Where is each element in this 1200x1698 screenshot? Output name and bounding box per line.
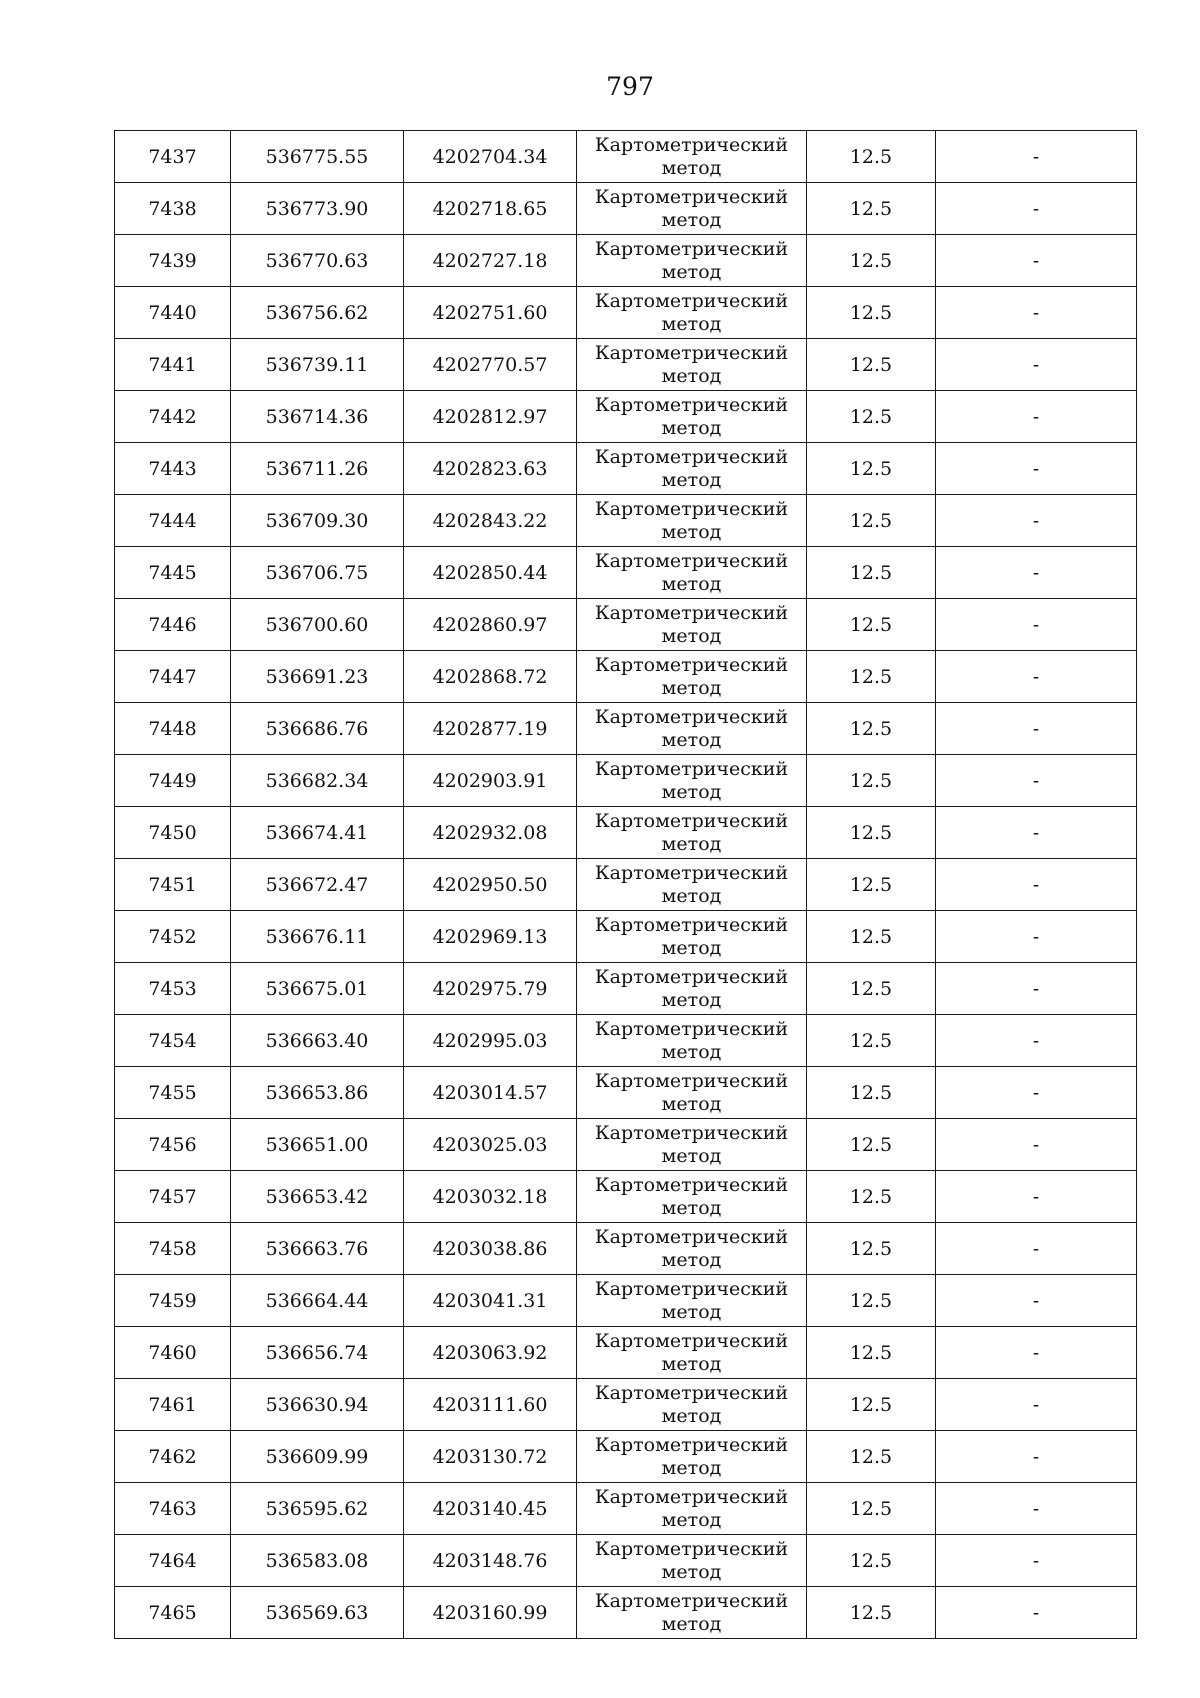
x-coordinate-cell: 536672.47 [231, 859, 404, 911]
method-line-2: метод [661, 989, 722, 1011]
x-coordinate-cell: 536609.99 [231, 1431, 404, 1483]
x-coordinate-cell: 536583.08 [231, 1535, 404, 1587]
table-row [115, 1015, 1137, 1067]
note-cell: - [936, 1015, 1137, 1067]
method-line-2: метод [661, 625, 722, 647]
y-coordinate-cell: 4202770.57 [404, 339, 577, 391]
y-coordinate-cell: 4203014.57 [404, 1067, 577, 1119]
method-cell [577, 495, 807, 547]
method-line-2: метод [661, 365, 722, 387]
table-row [115, 963, 1137, 1015]
accuracy-cell: 12.5 [807, 1379, 936, 1431]
y-coordinate-cell: 4203111.60 [404, 1379, 577, 1431]
accuracy-cell: 12.5 [807, 703, 936, 755]
y-coordinate-cell: 4202812.97 [404, 391, 577, 443]
accuracy-cell: 12.5 [807, 1327, 936, 1379]
method-line-1: Картометрический [594, 758, 789, 780]
method-cell [577, 1223, 807, 1275]
method-line-2: метод [661, 573, 722, 595]
point-id-cell: 7449 [115, 755, 231, 807]
point-id-cell: 7455 [115, 1067, 231, 1119]
accuracy-cell: 12.5 [807, 651, 936, 703]
x-coordinate-cell: 536691.23 [231, 651, 404, 703]
y-coordinate-cell: 4203130.72 [404, 1431, 577, 1483]
method-cell [577, 651, 807, 703]
accuracy-cell: 12.5 [807, 1119, 936, 1171]
method-line-2: метод [661, 1041, 722, 1063]
point-id-cell: 7457 [115, 1171, 231, 1223]
table-row [115, 287, 1137, 339]
method-line-2: метод [661, 1197, 722, 1219]
x-coordinate-cell: 536663.40 [231, 1015, 404, 1067]
accuracy-cell: 12.5 [807, 183, 936, 235]
method-line-1: Картометрический [594, 1486, 789, 1508]
x-coordinate-cell: 536773.90 [231, 183, 404, 235]
y-coordinate-cell: 4202843.22 [404, 495, 577, 547]
point-id-cell: 7463 [115, 1483, 231, 1535]
method-line-1: Картометрический [594, 1278, 789, 1300]
note-cell: - [936, 235, 1137, 287]
method-line-2: метод [661, 157, 722, 179]
accuracy-cell: 12.5 [807, 963, 936, 1015]
point-id-cell: 7456 [115, 1119, 231, 1171]
method-line-1: Картометрический [594, 602, 789, 624]
accuracy-cell: 12.5 [807, 1275, 936, 1327]
table-row [115, 1535, 1137, 1587]
method-line-2: метод [661, 313, 722, 335]
y-coordinate-cell: 4202860.97 [404, 599, 577, 651]
method-line-1: Картометрический [594, 1590, 789, 1612]
table-row [115, 651, 1137, 703]
y-coordinate-cell: 4203148.76 [404, 1535, 577, 1587]
point-id-cell: 7450 [115, 807, 231, 859]
method-cell [577, 391, 807, 443]
y-coordinate-cell: 4202868.72 [404, 651, 577, 703]
y-coordinate-cell: 4202975.79 [404, 963, 577, 1015]
method-line-1: Картометрический [594, 1226, 789, 1248]
method-cell [577, 911, 807, 963]
accuracy-cell: 12.5 [807, 1431, 936, 1483]
y-coordinate-cell: 4202704.34 [404, 131, 577, 183]
x-coordinate-cell: 536674.41 [231, 807, 404, 859]
table-row [115, 807, 1137, 859]
point-id-cell: 7445 [115, 547, 231, 599]
accuracy-cell: 12.5 [807, 1067, 936, 1119]
method-line-1: Картометрический [594, 498, 789, 520]
method-cell [577, 963, 807, 1015]
x-coordinate-cell: 536770.63 [231, 235, 404, 287]
y-coordinate-cell: 4203160.99 [404, 1587, 577, 1639]
point-id-cell: 7443 [115, 443, 231, 495]
point-id-cell: 7444 [115, 495, 231, 547]
point-id-cell: 7447 [115, 651, 231, 703]
table-row [115, 1275, 1137, 1327]
table-row [115, 599, 1137, 651]
method-line-1: Картометрический [594, 1070, 789, 1092]
method-line-2: метод [661, 1405, 722, 1427]
method-line-2: метод [661, 729, 722, 751]
method-line-1: Картометрический [594, 1330, 789, 1352]
method-cell [577, 859, 807, 911]
y-coordinate-cell: 4202718.65 [404, 183, 577, 235]
method-line-1: Картометрический [594, 342, 789, 364]
x-coordinate-cell: 536714.36 [231, 391, 404, 443]
accuracy-cell: 12.5 [807, 1015, 936, 1067]
accuracy-cell: 12.5 [807, 859, 936, 911]
method-cell [577, 1275, 807, 1327]
table-row [115, 703, 1137, 755]
method-line-1: Картометрический [594, 1018, 789, 1040]
table-row [115, 131, 1137, 183]
y-coordinate-cell: 4202903.91 [404, 755, 577, 807]
table-row [115, 859, 1137, 911]
note-cell: - [936, 1535, 1137, 1587]
accuracy-cell: 12.5 [807, 287, 936, 339]
method-cell [577, 1067, 807, 1119]
method-line-2: метод [661, 1145, 722, 1167]
x-coordinate-cell: 536706.75 [231, 547, 404, 599]
method-line-1: Картометрический [594, 186, 789, 208]
y-coordinate-cell: 4202727.18 [404, 235, 577, 287]
accuracy-cell: 12.5 [807, 235, 936, 287]
point-id-cell: 7438 [115, 183, 231, 235]
y-coordinate-cell: 4202850.44 [404, 547, 577, 599]
point-id-cell: 7461 [115, 1379, 231, 1431]
method-line-2: метод [661, 677, 722, 699]
method-cell [577, 1587, 807, 1639]
note-cell: - [936, 287, 1137, 339]
method-cell [577, 703, 807, 755]
table-row [115, 443, 1137, 495]
accuracy-cell: 12.5 [807, 391, 936, 443]
note-cell: - [936, 1587, 1137, 1639]
note-cell: - [936, 599, 1137, 651]
method-line-1: Картометрический [594, 1382, 789, 1404]
accuracy-cell: 12.5 [807, 1483, 936, 1535]
method-cell [577, 235, 807, 287]
table-row [115, 547, 1137, 599]
y-coordinate-cell: 4203041.31 [404, 1275, 577, 1327]
x-coordinate-cell: 536675.01 [231, 963, 404, 1015]
point-id-cell: 7437 [115, 131, 231, 183]
table-row [115, 339, 1137, 391]
x-coordinate-cell: 536663.76 [231, 1223, 404, 1275]
note-cell: - [936, 911, 1137, 963]
note-cell: - [936, 859, 1137, 911]
x-coordinate-cell: 536756.62 [231, 287, 404, 339]
method-cell [577, 287, 807, 339]
method-line-2: метод [661, 885, 722, 907]
method-line-2: метод [661, 1613, 722, 1635]
method-line-1: Картометрический [594, 446, 789, 468]
method-line-2: метод [661, 469, 722, 491]
method-cell [577, 1171, 807, 1223]
x-coordinate-cell: 536775.55 [231, 131, 404, 183]
y-coordinate-cell: 4202950.50 [404, 859, 577, 911]
method-line-1: Картометрический [594, 134, 789, 156]
point-id-cell: 7459 [115, 1275, 231, 1327]
method-line-1: Картометрический [594, 1538, 789, 1560]
note-cell: - [936, 651, 1137, 703]
note-cell: - [936, 131, 1137, 183]
method-line-1: Картометрический [594, 550, 789, 572]
method-cell [577, 547, 807, 599]
method-line-1: Картометрический [594, 914, 789, 936]
method-cell [577, 131, 807, 183]
table-row [115, 1119, 1137, 1171]
note-cell: - [936, 183, 1137, 235]
table-row [115, 391, 1137, 443]
method-cell [577, 1483, 807, 1535]
method-line-2: метод [661, 1509, 722, 1531]
accuracy-cell: 12.5 [807, 599, 936, 651]
accuracy-cell: 12.5 [807, 443, 936, 495]
point-id-cell: 7439 [115, 235, 231, 287]
point-id-cell: 7454 [115, 1015, 231, 1067]
method-line-1: Картометрический [594, 810, 789, 832]
y-coordinate-cell: 4203140.45 [404, 1483, 577, 1535]
method-cell [577, 1327, 807, 1379]
accuracy-cell: 12.5 [807, 807, 936, 859]
coordinates-table [114, 130, 1137, 1639]
x-coordinate-cell: 536651.00 [231, 1119, 404, 1171]
method-cell [577, 599, 807, 651]
point-id-cell: 7448 [115, 703, 231, 755]
note-cell: - [936, 807, 1137, 859]
x-coordinate-cell: 536653.86 [231, 1067, 404, 1119]
note-cell: - [936, 1223, 1137, 1275]
point-id-cell: 7465 [115, 1587, 231, 1639]
y-coordinate-cell: 4203025.03 [404, 1119, 577, 1171]
accuracy-cell: 12.5 [807, 1223, 936, 1275]
note-cell: - [936, 1067, 1137, 1119]
x-coordinate-cell: 536630.94 [231, 1379, 404, 1431]
method-line-2: метод [661, 781, 722, 803]
method-line-1: Картометрический [594, 1174, 789, 1196]
method-line-2: метод [661, 1093, 722, 1115]
note-cell: - [936, 1483, 1137, 1535]
method-line-2: метод [661, 521, 722, 543]
point-id-cell: 7446 [115, 599, 231, 651]
method-line-2: метод [661, 937, 722, 959]
method-line-2: метод [661, 209, 722, 231]
x-coordinate-cell: 536686.76 [231, 703, 404, 755]
method-line-2: метод [661, 833, 722, 855]
method-cell [577, 1379, 807, 1431]
method-line-2: метод [661, 1457, 722, 1479]
note-cell: - [936, 339, 1137, 391]
point-id-cell: 7464 [115, 1535, 231, 1587]
table-row [115, 1379, 1137, 1431]
y-coordinate-cell: 4203032.18 [404, 1171, 577, 1223]
method-cell [577, 1535, 807, 1587]
x-coordinate-cell: 536739.11 [231, 339, 404, 391]
method-cell [577, 1431, 807, 1483]
table-row [115, 1327, 1137, 1379]
accuracy-cell: 12.5 [807, 1171, 936, 1223]
x-coordinate-cell: 536656.74 [231, 1327, 404, 1379]
y-coordinate-cell: 4202969.13 [404, 911, 577, 963]
point-id-cell: 7451 [115, 859, 231, 911]
note-cell: - [936, 963, 1137, 1015]
method-line-1: Картометрический [594, 1434, 789, 1456]
point-id-cell: 7460 [115, 1327, 231, 1379]
accuracy-cell: 12.5 [807, 339, 936, 391]
note-cell: - [936, 495, 1137, 547]
table-row [115, 1483, 1137, 1535]
note-cell: - [936, 1327, 1137, 1379]
note-cell: - [936, 1275, 1137, 1327]
point-id-cell: 7462 [115, 1431, 231, 1483]
x-coordinate-cell: 536569.63 [231, 1587, 404, 1639]
method-line-2: метод [661, 1353, 722, 1375]
method-line-1: Картометрический [594, 394, 789, 416]
accuracy-cell: 12.5 [807, 495, 936, 547]
table-body [115, 131, 1137, 1639]
table-row [115, 495, 1137, 547]
accuracy-cell: 12.5 [807, 547, 936, 599]
accuracy-cell: 12.5 [807, 755, 936, 807]
note-cell: - [936, 1431, 1137, 1483]
table-row [115, 1431, 1137, 1483]
table-row [115, 183, 1137, 235]
method-cell [577, 183, 807, 235]
note-cell: - [936, 443, 1137, 495]
method-line-2: метод [661, 417, 722, 439]
accuracy-cell: 12.5 [807, 131, 936, 183]
x-coordinate-cell: 536711.26 [231, 443, 404, 495]
x-coordinate-cell: 536709.30 [231, 495, 404, 547]
note-cell: - [936, 547, 1137, 599]
method-line-2: метод [661, 261, 722, 283]
method-line-2: метод [661, 1561, 722, 1583]
note-cell: - [936, 391, 1137, 443]
table-row [115, 235, 1137, 287]
y-coordinate-cell: 4202823.63 [404, 443, 577, 495]
method-line-1: Картометрический [594, 1122, 789, 1144]
point-id-cell: 7452 [115, 911, 231, 963]
accuracy-cell: 12.5 [807, 911, 936, 963]
x-coordinate-cell: 536653.42 [231, 1171, 404, 1223]
table-row [115, 1223, 1137, 1275]
note-cell: - [936, 1379, 1137, 1431]
method-line-1: Картометрический [594, 654, 789, 676]
method-cell [577, 807, 807, 859]
point-id-cell: 7440 [115, 287, 231, 339]
y-coordinate-cell: 4202932.08 [404, 807, 577, 859]
note-cell: - [936, 1171, 1137, 1223]
x-coordinate-cell: 536682.34 [231, 755, 404, 807]
note-cell: - [936, 1119, 1137, 1171]
table-row [115, 755, 1137, 807]
y-coordinate-cell: 4202751.60 [404, 287, 577, 339]
method-cell [577, 1015, 807, 1067]
table-row [115, 1171, 1137, 1223]
method-cell [577, 1119, 807, 1171]
table-row [115, 1587, 1137, 1639]
method-line-1: Картометрический [594, 706, 789, 728]
method-cell [577, 443, 807, 495]
x-coordinate-cell: 536664.44 [231, 1275, 404, 1327]
method-line-2: метод [661, 1249, 722, 1271]
point-id-cell: 7453 [115, 963, 231, 1015]
table-row [115, 911, 1137, 963]
point-id-cell: 7441 [115, 339, 231, 391]
table-row [115, 1067, 1137, 1119]
y-coordinate-cell: 4203038.86 [404, 1223, 577, 1275]
point-id-cell: 7458 [115, 1223, 231, 1275]
method-line-1: Картометрический [594, 862, 789, 884]
method-line-1: Картометрический [594, 238, 789, 260]
accuracy-cell: 12.5 [807, 1587, 936, 1639]
y-coordinate-cell: 4202877.19 [404, 703, 577, 755]
x-coordinate-cell: 536595.62 [231, 1483, 404, 1535]
accuracy-cell: 12.5 [807, 1535, 936, 1587]
method-cell [577, 339, 807, 391]
y-coordinate-cell: 4203063.92 [404, 1327, 577, 1379]
page-number: 797 [606, 72, 654, 101]
method-line-1: Картометрический [594, 966, 789, 988]
method-cell [577, 755, 807, 807]
method-line-2: метод [661, 1301, 722, 1323]
y-coordinate-cell: 4202995.03 [404, 1015, 577, 1067]
x-coordinate-cell: 536676.11 [231, 911, 404, 963]
note-cell: - [936, 703, 1137, 755]
note-cell: - [936, 755, 1137, 807]
point-id-cell: 7442 [115, 391, 231, 443]
x-coordinate-cell: 536700.60 [231, 599, 404, 651]
method-line-1: Картометрический [594, 290, 789, 312]
